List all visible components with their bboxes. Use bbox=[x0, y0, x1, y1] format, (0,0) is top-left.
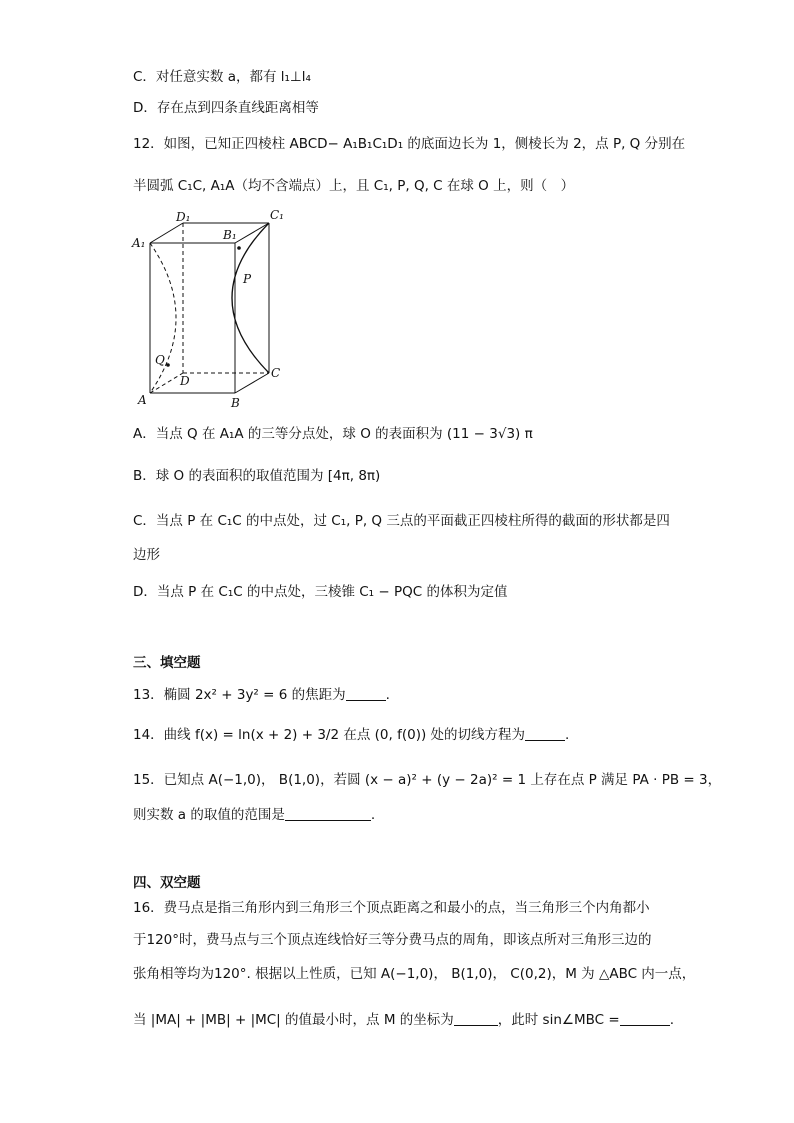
q11-option-c: C．对任意实数 a，都有 l₁⊥l₄ bbox=[133, 69, 311, 85]
q14-text: 14．曲线 f(x) = ln(x + 2) + 3/2 在点 (0, f(0)) 处的切线方程为 bbox=[133, 727, 526, 743]
q12-option-c-line2: 边形 bbox=[133, 547, 160, 563]
q15-end: . bbox=[370, 807, 376, 823]
label-B: B bbox=[231, 396, 240, 407]
label-D1: D₁ bbox=[176, 210, 191, 224]
prism-figure bbox=[130, 207, 300, 407]
label-D: D bbox=[180, 374, 190, 388]
q13-end: . bbox=[385, 687, 390, 703]
q16-text-b: ，此时 sin∠MBC = bbox=[497, 1012, 620, 1028]
label-C1: C₁ bbox=[270, 208, 284, 222]
q16-line1: 16．费马点是指三角形内到三角形三个顶点距离之和最小的点，当三角形三个内角都小 bbox=[133, 900, 650, 916]
q12-option-d: D．当点 P 在 C₁C 的中点处，三棱锥 C₁ − PQC 的体积为定值 bbox=[133, 584, 508, 600]
q16-line3: 张角相等均为120°. 根据以上性质，已知 A(−1,0)， B(1,0)， C(0,2)，M 为 △ABC 内一点， bbox=[133, 966, 696, 982]
q16-text-a: 当 |MA| + |MB| + |MC| 的值最小时，点 M 的坐标为 bbox=[133, 1012, 454, 1028]
section-fill-in: 三、填空题 bbox=[133, 655, 201, 671]
q14-end: . bbox=[565, 727, 570, 743]
label-B1: B₁ bbox=[223, 228, 237, 242]
q14-answer-blank[interactable] bbox=[525, 726, 565, 741]
q12-option-b: B．球 O 的表面积的取值范围为 [4π, 8π) bbox=[133, 468, 381, 484]
q16-line4 bbox=[133, 1011, 674, 1029]
q13 bbox=[133, 686, 390, 704]
q14 bbox=[133, 726, 569, 744]
q16-answer-blank-2[interactable] bbox=[620, 1011, 670, 1026]
label-Q: Q bbox=[155, 353, 165, 367]
q13-answer-blank[interactable] bbox=[346, 686, 386, 701]
q15-answer-blank[interactable] bbox=[285, 806, 371, 821]
label-A: A bbox=[138, 393, 147, 407]
q11-option-d: D．存在点到四条直线距离相等 bbox=[133, 100, 319, 116]
q12-stem-line2: 半圆弧 C₁C, A₁A（均不含端点）上，且 C₁, P, Q, C 在球 O 上，则（ ） bbox=[133, 178, 575, 194]
q12-option-c-line1: C．当点 P 在 C₁C 的中点处，过 C₁, P, Q 三点的平面截正四棱柱所得的截面的形状都是四 bbox=[133, 513, 670, 529]
q16-answer-blank-1[interactable] bbox=[454, 1011, 498, 1026]
q16-line2: 于120°时，费马点与三个顶点连线恰好三等分费马点的周角，即该点所对三角形三边的 bbox=[133, 932, 652, 948]
q12-option-a: A．当点 Q 在 A₁A 的三等分点处，球 O 的表面积为 (11 − 3√3) π bbox=[133, 426, 533, 442]
label-P: P bbox=[243, 272, 252, 286]
label-C: C bbox=[271, 366, 281, 380]
q15-line2 bbox=[133, 806, 375, 824]
q13-text: 13．椭圆 2x² + 3y² = 6 的焦距为 bbox=[133, 687, 346, 703]
section-double-blank: 四、双空题 bbox=[133, 875, 201, 891]
q15-text: 则实数 a 的取值的范围是 bbox=[133, 807, 285, 823]
q12-stem-line1: 12．如图，已知正四棱柱 ABCD− A₁B₁C₁D₁ 的底面边长为 1，侧棱长为 2，点 P, Q 分别在 bbox=[133, 136, 686, 152]
q15-line1: 15．已知点 A(−1,0)， B(1,0)，若圆 (x − a)² + (y − 2a)² = 1 上存在点 P 满足 PA · PB = 3， bbox=[133, 772, 722, 788]
q16-end: . bbox=[669, 1012, 674, 1028]
label-A1: A₁ bbox=[132, 236, 146, 250]
